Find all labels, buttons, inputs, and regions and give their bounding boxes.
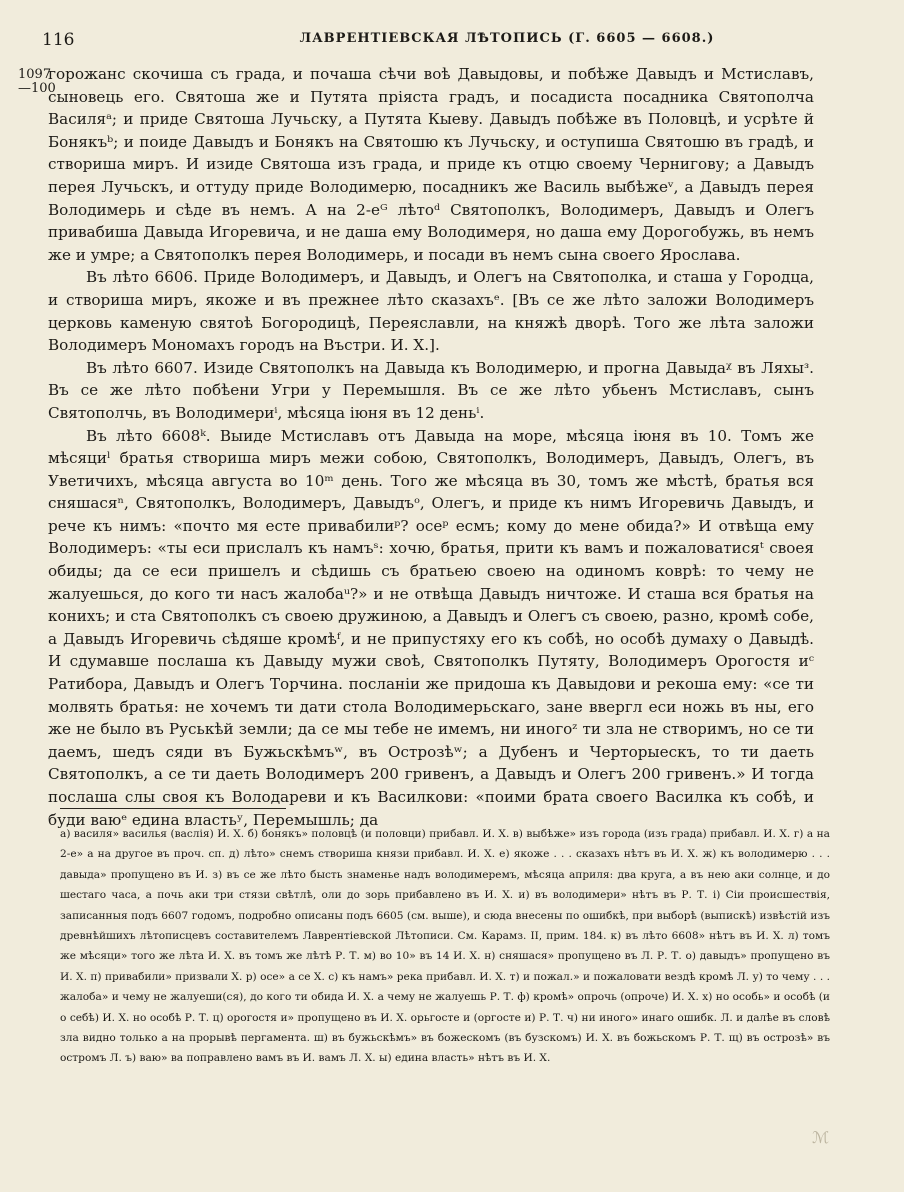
- margin-year-end: —100: [18, 81, 56, 96]
- paragraph-6607: Въ лѣто 6607. Изиде Святополкъ на Давыда къ Володимерю, и прогна Давыдаᵡ въ Ляхыᵌ. Въ се же лѣто побѣени Угри у Перемышля. Въ се же лѣто убьенъ Мстиславъ, сынъ Святополчь, въ Володимериⁱ, мѣсяца іюня въ 12 деньⁱ.: [48, 358, 814, 422]
- footnotes: [60, 824, 830, 1069]
- paragraph-6608: Въ лѣто 6608ᵏ. Выиде Мстиславъ отъ Давыда на море, мѣсяца іюня въ 10. Томъ же мѣсяциˡ братья створиша миръ межи собою, Святополкъ, Володимеръ, Давыдъ, Олегъ, въ Уветичихъ, мѣсяца августа во 10ᵐ день. Того же мѣсяца въ 30, томъ же мѣстѣ, братья вся сняшасяⁿ, Святополкъ, Володимеръ, Давыдъᵒ, Олегъ, и приде къ нимъ Игоревичь Давыдъ, и рече къ нимъ: «почто мя есте привабилиᵖ? осеᵖ есмъ; кому до мене обида?» И отвѣща ему Володимеръ: «ты еси прислалъ къ намъˢ: хочю, братья, прити къ вамъ и пожаловатисяᵗ своея обиды; да се еси пришелъ и сѣдишь съ братьею своею на одиномъ коврѣ: то чему не жалуешься, до кого ти насъ жалобаᵘ?» и не отвѣща Давыдъ ничтоже. И сташа вся братья на конихъ; и ста Святополкъ съ своею дружиною, а Давыдъ и Олегъ съ своею, разно, кромѣ собе, а Давыдъ Игоревичь сѣдяше кромѣᶠ, и не припустяху его къ собѣ, но особѣ думаху о Давыдѣ. И сдумавше послаша къ Давыду мужи своѣ, Святополкъ Путяту, Володимеръ Орогостя иᶜ Ратибора, Давыдъ и Олегъ Торчина. посланіи же придоша къ Давыдови и рекоша ему: «се ти молвять братья: не хочемъ ти дати стола Володимерьскаго, зане ввергл еси ножь въ ны, его же не было въ Руськѣй земли; да се мы тебе не имемъ, ни иногоᶻ ти зла не створимъ, но се ти даемъ, шедъ сяди въ Бужьскѣмъʷ, въ Острозѣʷ; а Дубенъ и Черторыескъ, то ти даеть Святополкъ, а се ти даеть Володимеръ 200 гривенъ, а Давыдъ и Олегъ 200 гривенъ.» И тогда послаша слы своя къ Володареви и къ Василкови: «поими брата своего Василка къ собѣ, и буди ваюᵉ едина властьʸ, Перемышль; да: [48, 426, 814, 829]
- scan-mark: ℳ: [812, 1128, 830, 1147]
- chronicle-text: [48, 63, 814, 831]
- paragraph-6606: Въ лѣто 6606. Приде Володимеръ, и Давыдъ, и Олегъ на Святополка, и сташа у Городца, и створиша миръ, якоже и въ прежнее лѣто сказахъᵉ. [Въ се же лѣто заложи Володимеръ церковь каменую святоѣ Богородицѣ, Переяславли, на княжѣ дворѣ. Того же лѣта заложи Володимеръ Мономахъ городъ на Въстри. И. Х.].: [48, 268, 814, 355]
- running-title: ЛАВРЕНТІЕВСКАЯ ЛѢТОПИСЬ (Г. 6605 — 6608.): [299, 31, 715, 46]
- page-number: 116: [42, 30, 75, 50]
- page-header: [30, 30, 864, 52]
- footnote-text: а) василя» василья (васлія) И. Х. б) бонякъ» половцѣ (и половци) прибавл. И. Х. в) выбѣже» изъ города (изъ града) прибавл. И. Х. г) а на 2-е» а на другое въ проч. сп. д) лѣто» снемъ створиша князи прибавл. И. Х. е) якоже . . . сказахъ нѣтъ въ И. Х. ж) къ володимерю . . . давыда» пропущено въ И. з) въ се же лѣто бысть знаменье надъ володимеремъ, мѣсяца априля: два круга, а въ нею аки солнце, и до шестаго часа, а почь аки три стязи свѣтлѣ, оли до зорь прибавлено въ И. Х. и) въ володимери» нѣтъ въ Р. Т. і) Сіи происшествія, записанныя подъ 6607 годомъ, подробно описаны подъ 6605 (см. выше), и сюда внесены по ошибкѣ, при выборѣ (выпискѣ) извѣстій изъ древнѣйшихъ лѣтописцевъ составителемъ Лаврентіевской Лѣтописи. См. Карамз. II, прим. 184. к) въ лѣто 6608» нѣтъ въ И. Х. л) томъ же мѣсяци» того же лѣта И. Х. въ томъ же лѣтѣ Р. Т. м) во 10» въ 14 И. Х. н) сняшася» пропущено въ Л. Р. Т. о) давыдъ» пропущено въ И. Х. п) привабили» призвали Х. р) осе» а се Х. с) къ намъ» река прибавл. И. Х. т) и пожал.» и пожаловати вездѣ кромѣ Л. у) то чему . . . жалоба» и чему не жалуеши(ся), до кого ти обида И. Х. а чему не жалуешь Р. Т. ф) кромѣ» опрочь (опроче) И. Х. х) но особь» и особѣ (и о себѣ) И. Х. но особѣ Р. Т. ц) орогостя и» пропущено въ И. Х. орьгосте и (оргосте и) Р. Т. ч) ни иного» инаго ошибк. Л. и далѣе въ словѣ зла видно только а на прорывѣ пергамента. ш) въ бужьскѣмъ» въ божескомъ (въ бузскомъ) И. Х. въ божьскомъ Р. Т. щ) въ острозѣ» въ остромъ Л. ъ) ваю» ва поправлено вамъ въ И. вамъ Л. Х. ы) едина власть» нѣтъ въ И. Х.: [60, 828, 830, 1065]
- footnote-divider: [60, 808, 286, 809]
- paragraph-1097: горожанс скочиша съ града, и почаша сѣчи воѣ Давыдовы, и побѣже Давыдъ и Мстиславъ, сыновець его. Святоша же и Путята пріяста градъ, и посадиста посадника Святополча Василяᵃ; и приде Святоша Лучьску, а Путята Кыеву. Давыдъ побѣже въ Половцѣ, и усрѣте й Бонякъᵇ; и поиде Давыдъ и Бонякъ на Святошю къ Лучьску, и оступиша Святошю въ градѣ, и створиша миръ. И изиде Святоша изъ града, и приде къ отцю своему Чернигову; а Давыдъ перея Лучьскъ, и оттуду приде Володимерю, посадникъ же Василь выбѣжеᵛ, а Давыдъ перея Володимерь и сѣде въ немъ. А на 2-еᴳ лѣтоᵈ Святополкъ, Володимеръ, Давыдъ и Олегъ привабиша Давыда Игоревича, и не даша ему Володимеря, но даша ему Дорогобужь, въ немъ же и умре; а Святополкъ перея Володимерь, и посади въ немъ сына своего Ярослава.: [48, 65, 814, 264]
- margin-year-start: 1097: [18, 67, 52, 82]
